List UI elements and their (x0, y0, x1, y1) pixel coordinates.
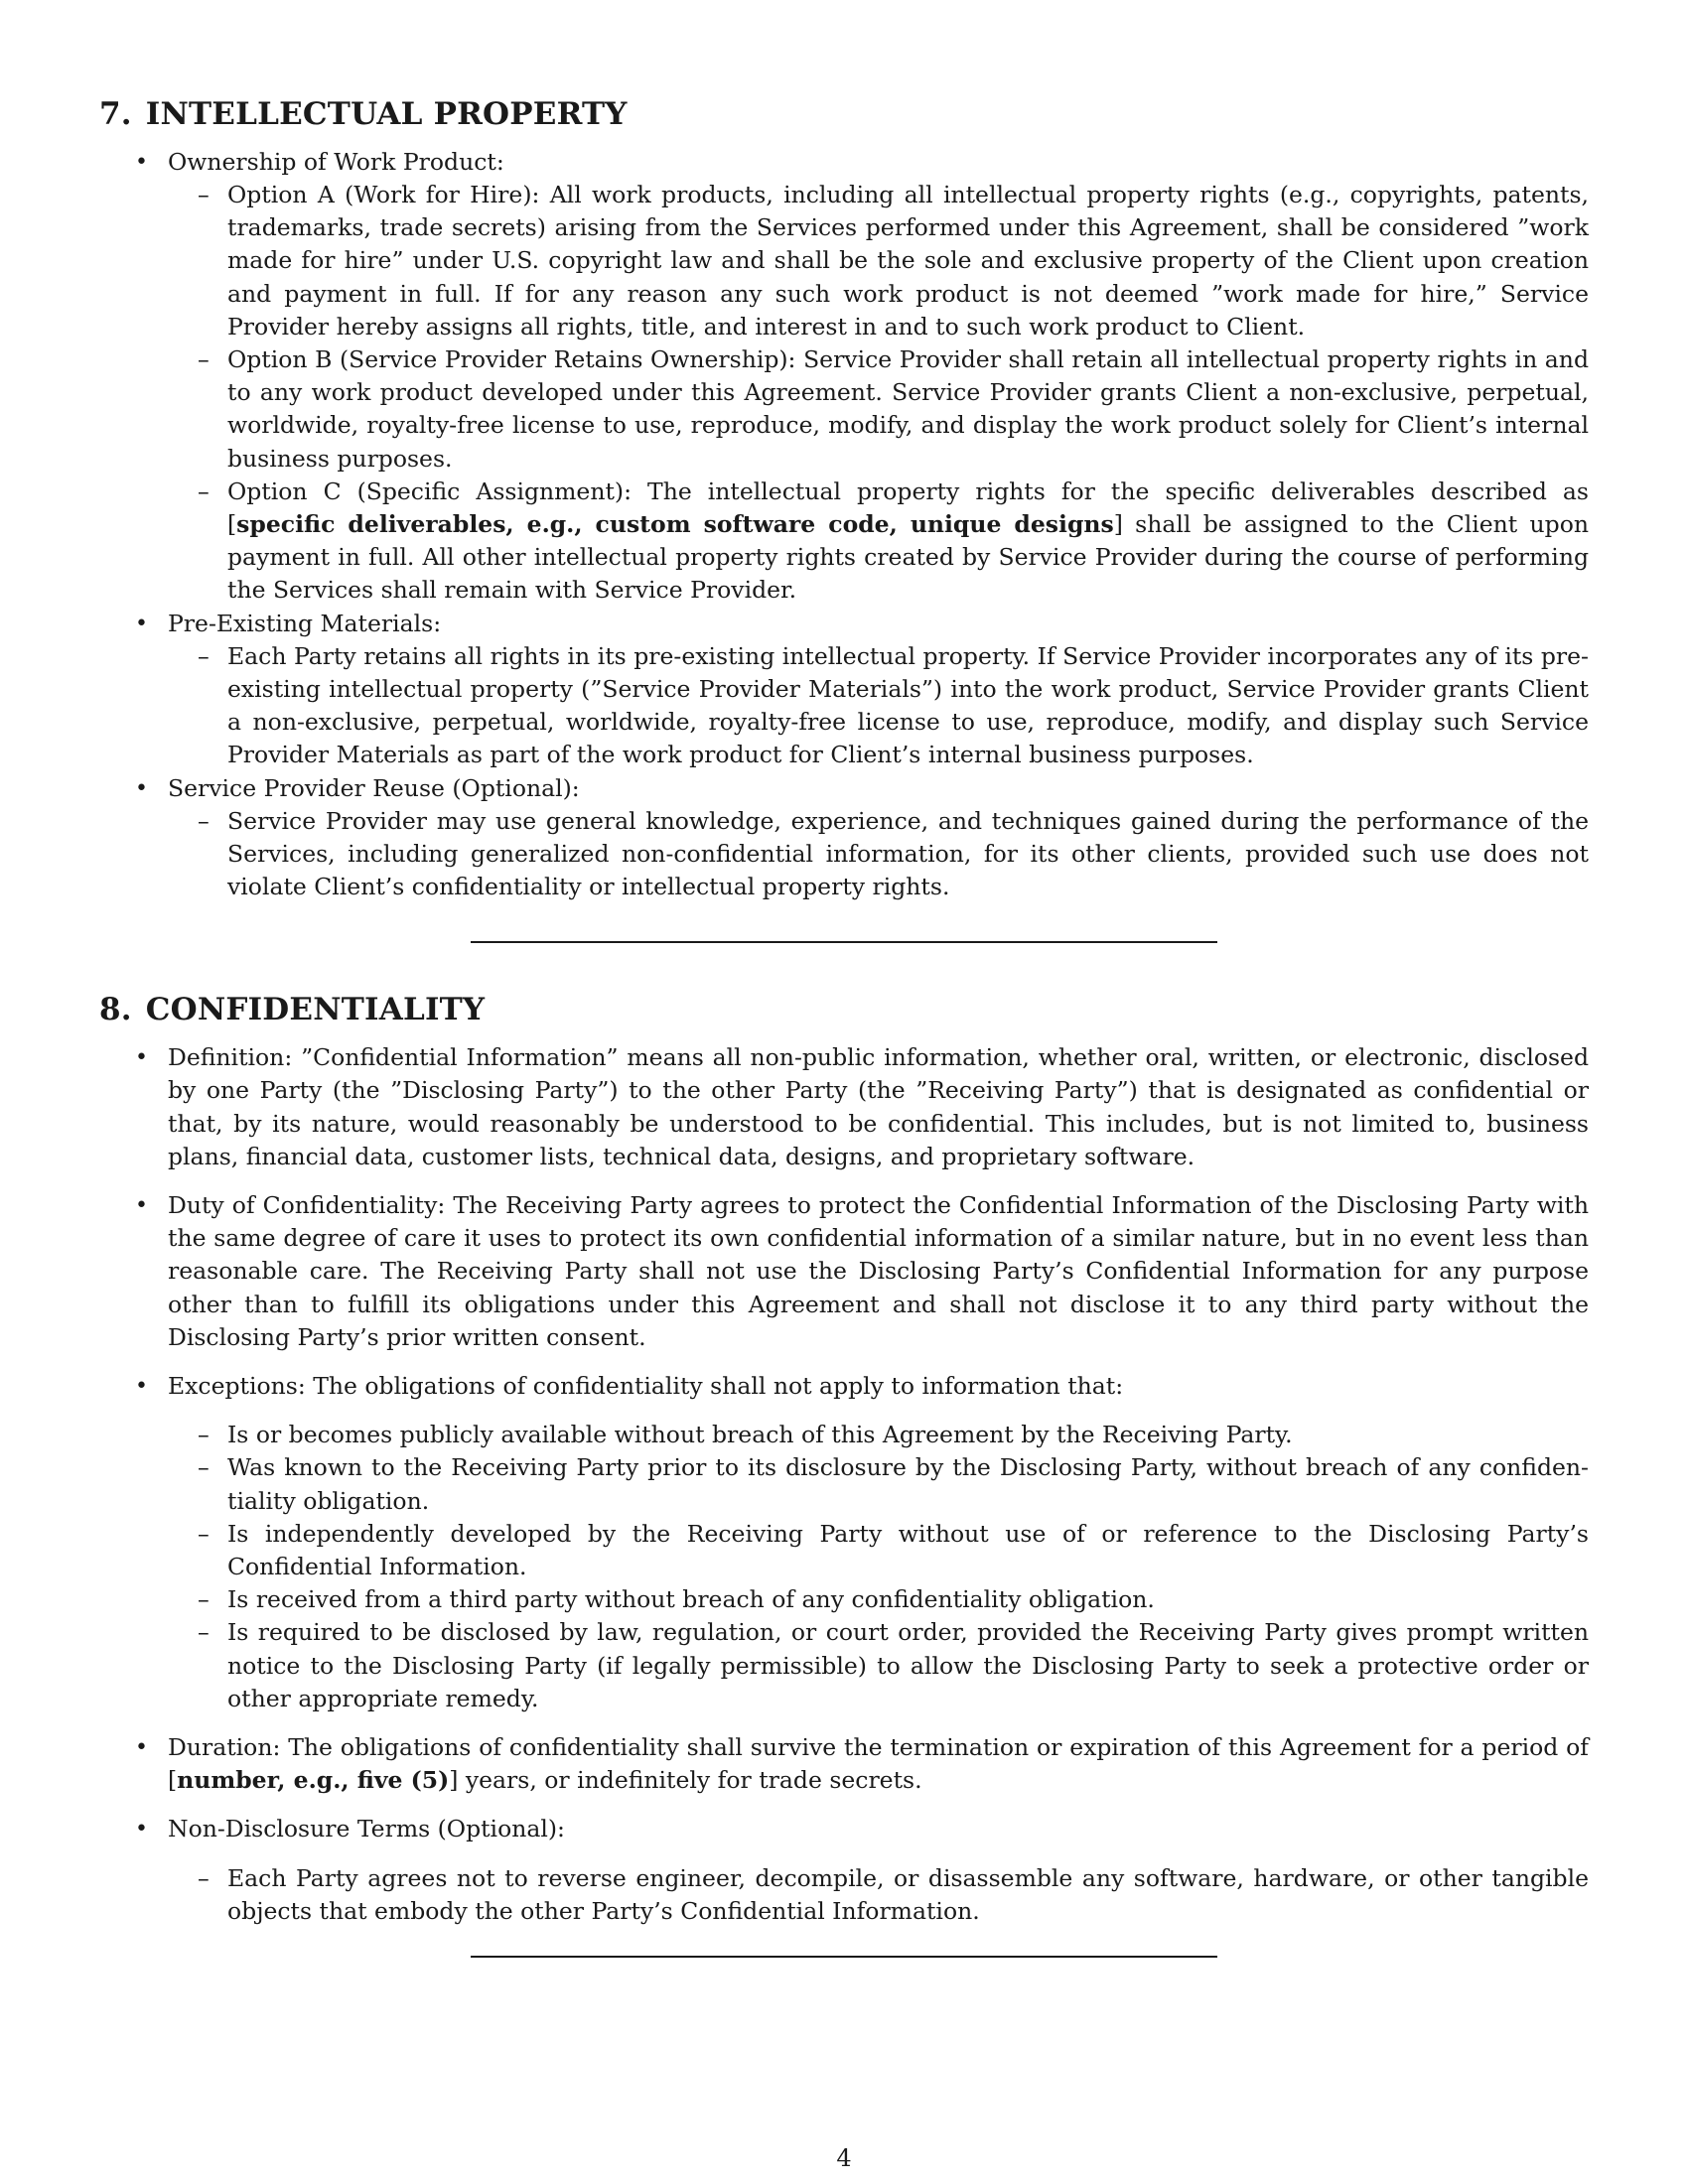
sub-list (168, 1419, 1589, 1715)
list-item-ownership (99, 146, 1589, 608)
list-item-pre-existing (99, 608, 1589, 772)
list-item-non-disclosure (99, 1813, 1589, 1928)
sub-item: – Is independently developed by the Receiving Party without use of or reference to the Disclosing Party’s Confidential Information. (168, 1518, 1589, 1583)
section-heading (99, 991, 1589, 1029)
section-divider (471, 1956, 1217, 1958)
placeholder-text: specific deliverables, e.g., custom software code, unique designs (236, 509, 1114, 538)
section-number: 8. (99, 992, 132, 1028)
sub-item: – Each Party agrees not to reverse engineer, decompile, or disassemble any software, hardware, or other tangible objects that embody the other Party’s Confidential Information. (168, 1862, 1589, 1928)
section-divider (471, 941, 1217, 943)
sub-item: – Is received from a third party without breach of any confidentiality obligation. (168, 1583, 1589, 1616)
sub-item: – Was known to the Receiving Party prior to its disclosure by the Disclosing Party, without breach of any confiden-tiality obligation. (168, 1451, 1589, 1517)
sub-list (168, 640, 1589, 772)
sub-item: – Each Party retains all rights in its pre-existing intellectual property. If Service Provider incorporates any of its pre-existing intellectual property (”Service Provider Materials”) into the work product, Service Provider grants Client a non-exclusive, perpetual, worldwide, royalty-free license to use, reproduce, modify, and display such Service Provider Materials as part of the work product for Client’s internal business purposes. (168, 640, 1589, 772)
bullet-list (99, 146, 1589, 904)
list-item-duration (99, 1731, 1589, 1797)
text-segment: Duration: The obligations of confidentiality shall survive the termination or expiration of this Agreement for a period of [ (168, 1733, 1589, 1795)
sub-item-option-c (168, 476, 1589, 608)
item-label: Service Provider Reuse (Optional): (168, 773, 580, 802)
text-segment: ] shall be assigned to the Client upon payment in full. All other intellectual property rights created by Service Provider during the course of performing the Services shall remain with Service Provider. (227, 509, 1589, 605)
item-label: Exceptions: The obligations of confidentiality shall not apply to information that: (168, 1372, 1124, 1400)
section-intellectual-property (99, 95, 1589, 903)
section-title: INTELLECTUAL PROPERTY (145, 96, 628, 132)
list-item-reuse (99, 772, 1589, 904)
section-title: CONFIDENTIALITY (145, 992, 486, 1028)
item-label: Non-Disclosure Terms (Optional): (168, 1815, 565, 1843)
list-item-definition: • Definition: ”Confidential Information” means all non-public information, whether oral, written, or electronic, disclosed by one Party (the ”Disclosing Party”) to the other Party (the ”Receiving Party”) that is designated as confidential or that, by its nature, would reasonably be understood to be confidential. This includes, but is not limited to, business plans, financial data, customer lists, technical data, designs, and proprietary software. (99, 1041, 1589, 1173)
section-confidentiality (99, 991, 1589, 1928)
sub-item-option-a: – Option A (Work for Hire): All work products, including all intellectual property rights (e.g., copyrights, patents, trademarks, trade secrets) arising from the Services performed under this Agreement, shall be considered ”work made for hire” under U.S. copyright law and shall be the sole and exclusive property of the Client upon creation and payment in full. If for any reason any such work product is not deemed ”work made for hire,” Service Provider hereby assigns all rights, title, and interest in and to such work product to Client. (168, 179, 1589, 343)
sub-list (168, 805, 1589, 904)
section-number: 7. (99, 96, 132, 132)
sub-item: – Service Provider may use general knowledge, experience, and techniques gained during the performance of the Services, including generalized non-confidential information, for its other clients, provided such use does not violate Client’s confidentiality or intellectual property rights. (168, 805, 1589, 904)
sub-list (168, 1862, 1589, 1928)
section-heading (99, 95, 1589, 134)
bullet-list (99, 1041, 1589, 1928)
item-label: Pre-Existing Materials: (168, 609, 442, 637)
document-page (99, 95, 1589, 1958)
sub-list (168, 179, 1589, 608)
list-item-duty: • Duty of Confidentiality: The Receiving Party agrees to protect the Confidential Information of the Disclosing Party with the same degree of care it uses to protect its own confidential information of a similar nature, but in no event less than reasonable care. The Receiving Party shall not use the Disclosing Party’s Confidential Information for any purpose other than to fulfill its obligations under this Agreement and shall not disclose it to any third party without the Disclosing Party’s prior written consent. (99, 1189, 1589, 1354)
page-number: 4 (836, 2144, 852, 2172)
text-segment: ] years, or indefinitely for trade secrets. (449, 1766, 922, 1795)
sub-item-option-b: – Option B (Service Provider Retains Ownership): Service Provider shall retain all intellectual property rights in and to any work product developed under this Agreement. Service Provider grants Client a non-exclusive, perpetual, worldwide, royalty-free license to use, reproduce, modify, and display the work product solely for Client’s internal business purposes. (168, 343, 1589, 476)
list-item-exceptions (99, 1370, 1589, 1715)
item-label: Ownership of Work Product: (168, 147, 504, 176)
text-segment: Option C (Specific Assignment): The intellectual property rights for the specific deliverables described as [ (227, 477, 1589, 538)
placeholder-text: number, e.g., five (5) (177, 1766, 450, 1795)
sub-item: – Is required to be disclosed by law, regulation, or court order, provided the Receiving Party gives prompt written notice to the Disclosing Party (if legally permissible) to allow the Disclosing Party to seek a protective order or other appropriate remedy. (168, 1616, 1589, 1715)
sub-item: – Is or becomes publicly available without breach of this Agreement by the Receiving Party. (168, 1419, 1589, 1451)
